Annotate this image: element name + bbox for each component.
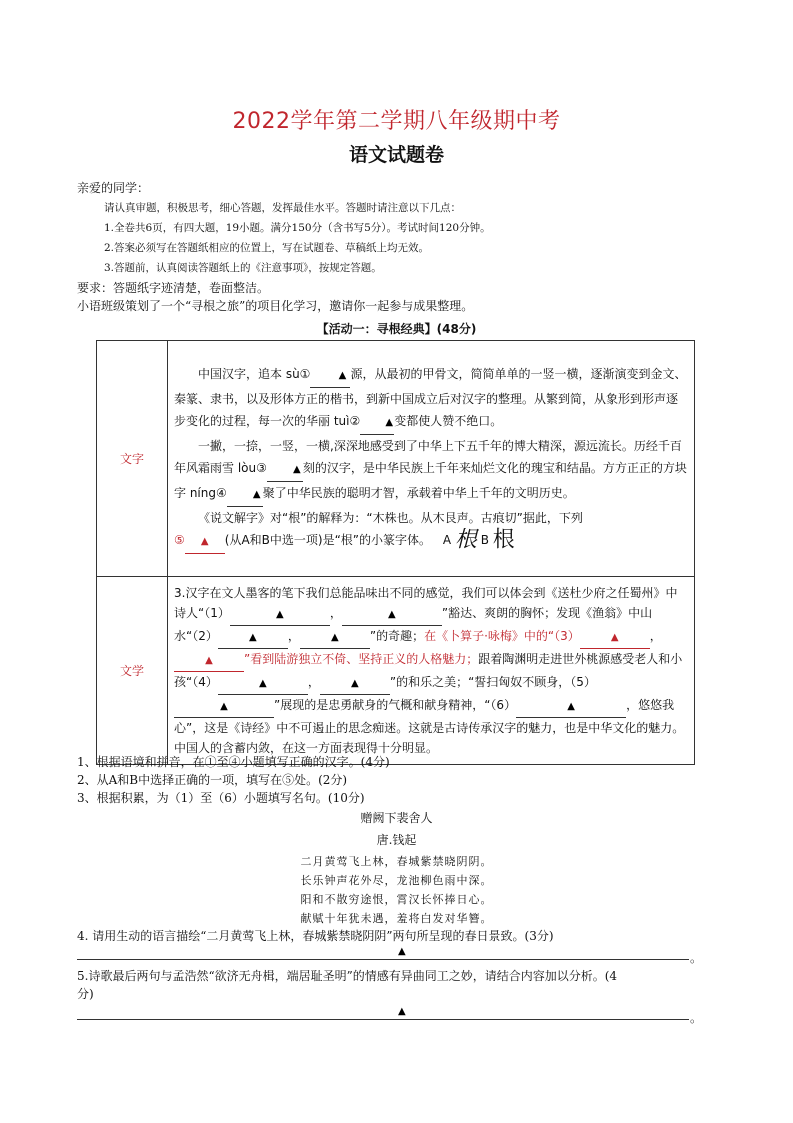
row-label-wenzi: 文字 [97,341,168,577]
project-intro: 小语班级策划了一个“寻根之旅”的项目化学习，邀请你一起参与成果整理。 [77,299,474,313]
paragraph: 一撇，一捺，一竖，一横,深深地感受到了中华上下五千年的博大精深，源远流长。历经千百年风霜雨雪 lòu③ ▲ 刻的汉字，是中华民族上千年来灿烂文化的瑰宝和结晶。方方正正的方块字 níng④ ▲ 聚了中华民族的聪明才智，承载着中华上千年的文明历史。 [174,435,688,507]
requirement: 要求：答题纸字迹清楚，卷面整洁。 [77,281,270,295]
greeting: 亲爱的同学： [77,181,150,195]
paragraph: 《说文解字》对“根”的解释为：“木株也。从木艮声。古痕切”据此，下列 [198,511,583,525]
paragraph: 中国汉字，追本 sù① ▲ 源，从最初的甲骨文，简简单单的一竖一横，逐渐演变到金文、秦篆、隶书，以及形体方正的楷书，到新中国成立后对汉字的整理。从繁到简，从象形到形声逐步变化的过程，每一次的华丽 tuì② ▲变都使人赞不绝口。 [174,363,688,435]
answer-mark: ▲ [398,946,406,957]
page-title: 2022学年第二学期八年级期中考 [232,109,561,134]
answer-line-5 [77,1019,689,1020]
answer-end: 。 [690,1011,703,1025]
wenzi-content [168,341,695,577]
poem-line: 二月黄莺飞上林，春城紫禁晓阴阴。 [300,855,493,868]
wenxue-content [168,577,695,765]
paragraph: 3.汉字在文人墨客的笔下我们总能品味出不同的感觉，我们可以体会到《送杜少府之任蜀州》中诗人“（1） ▲ ， ▲ ”豁达、爽朗的胸怀；发现《渔翁》中山水“（2） ▲ ， ▲ ”的奇趣；在《卜算子·咏梅》中的“（3） ▲ ，▲ ”看到陆游独立不倚、坚持正义的人格魅力；跟着陶渊明走进世外桃源感受老人和小孩“（4） ▲ ， ▲ ”的和乐之美；“誓扫匈奴不顾身，（5）▲ ”展现的是忠勇献身的气概和献身精神，“（6） ▲ ，悠悠我心”，这是《诗经》中不可遏止的思念痴迷。这就是古诗传承汉字的魅力，也是中华文化的魅力。中国人的含蓄内敛，在这一方面表现得十分明显。 [174,586,685,755]
poem-line: 长乐钟声花外尽，龙池柳色雨中深。 [300,874,493,887]
answer-mark: ▲ [398,1006,406,1017]
poem-title: 赠阙下裴舍人 [360,811,433,825]
seal-char-a: 根 [454,527,477,553]
table-row [97,577,695,765]
question-5: 5.诗歌最后两句与孟浩然“欲济无舟楫，端居耻圣明”的情感有异曲同工之妙，请结合内容加以分析。(4 [77,969,618,983]
row-label-wenxue: 文学 [97,577,168,765]
seal-char-b: 根 [492,527,515,553]
intro-line: 请认真审题，积极思考，细心答题，发挥最佳水平。答题时请注意以下几点： [104,202,461,214]
intro-line: 2.答案必须写在答题纸相应的位置上，写在试题卷、草稿纸上均无效。 [104,242,430,254]
page-subtitle: 语文试题卷 [348,144,444,166]
poem-author: 唐.钱起 [376,833,417,847]
question-4: 4. 请用生动的语言描绘“二月黄莺飞上林，春城紫禁晓阴阴”两句所呈现的春日景致。(3分) [77,929,554,943]
question-5-cont: 分) [77,987,94,1001]
activity-heading: 【活动一：寻根经典】(48分) [316,322,477,336]
poem-line: 献赋十年犹未遇，羞将白发对华簪。 [300,912,493,925]
poem-line: 阳和不散穷途恨，霄汉长怀捧日心。 [300,893,493,906]
question-3: 3、根据积累，为（1）至（6）小题填写名句。(10分) [77,791,365,805]
paragraph: ⑤ ▲ (从A和B中选一项)是“根”的小篆字体。 A 根 B 根 [174,527,515,553]
answer-end: 。 [690,951,703,965]
table-row [97,341,695,577]
intro-line: 3.答题前，认真阅读答题纸上的《注意事项》，按规定答题。 [104,262,382,274]
answer-line-4 [77,959,689,960]
activity-table [96,340,695,765]
intro-line: 1.全卷共6页，有四大题，19小题。满分150分（含书写5分）。考试时间120分钟。 [104,222,491,234]
question-1: 1、根据语境和拼音，在①至④小题填写正确的汉字。(4分) [77,755,390,769]
question-2: 2、从A和B中选择正确的一项，填写在⑤处。(2分) [77,773,348,787]
